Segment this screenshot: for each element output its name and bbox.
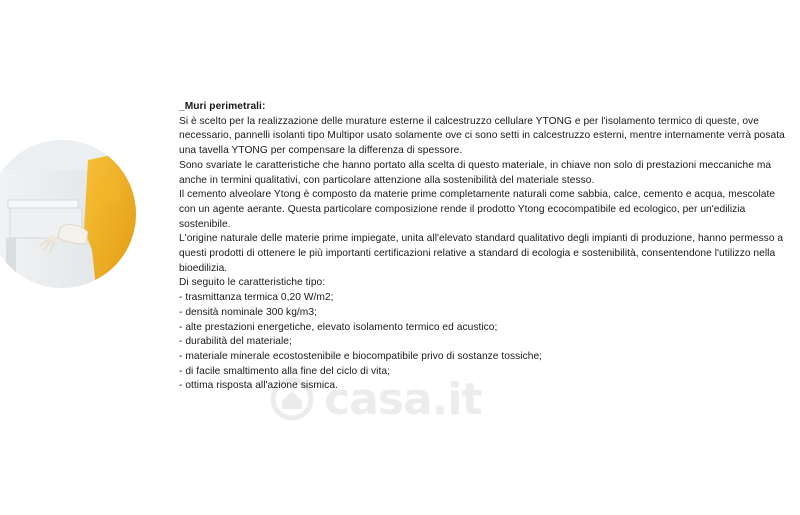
list-item: - trasmittanza termica 0,20 W/m2;	[179, 292, 334, 304]
document-body	[179, 100, 791, 394]
paragraph-certifications: L'origine naturale delle materie prime impiegate, unita all'elevato standard qualitativo degli impianti di produzione, hanno permesso a questi prodotti di ottenere le più importanti certificazioni relative a standard di ecologia e sostenibilità, consentendone l'utilizzo nella bioedilizia.	[179, 233, 784, 274]
paragraph-characteristics: Sono svariate le caratteristiche che hanno portato alla scelta di questo materiale, in chiave non solo di prestazioni meccaniche ma anche in termini qualitativi, con particolare attenzione alla sostenibilità del materiale stesso.	[179, 159, 772, 186]
list-item: - di facile smaltimento alla fine del ciclo di vita;	[179, 365, 390, 377]
paragraph-composition: Il cemento alveolare Ytong è composto da materie prime completamente naturali come sabbia, calce, cemento e acqua, mescolate con un agente aerante. Questa particolare composizione rende il prodotto Ytong ecocompatibile ed ecologico, per un'edilizia sostenibile.	[179, 189, 776, 230]
section-title: _Muri perimetrali:	[179, 101, 266, 112]
watermark-text: casa.it	[324, 373, 482, 425]
list-intro: Di seguito le caratteristiche tipo:	[179, 277, 326, 289]
list-item: - ottima risposta all'azione sismica.	[179, 380, 338, 392]
list-item: - durabilità del materiale;	[179, 336, 292, 348]
list-item: - densità nominale 300 kg/m3;	[179, 306, 317, 318]
paragraph-materials: Si è scelto per la realizzazione delle murature esterne il calcestruzzo cellulare YTONG e per l'isolamento termico di queste, ove necessario, pannelli isolanti tipo Multipor usato solamente ove ci sono setti in calcestruzzo esterni, mentre internamente verrà posata una tavella YTONG per compensare la differenza di spessore.	[179, 115, 785, 157]
worker-photo	[0, 140, 136, 288]
list-item: - materiale minerale ecostostenibile e biocompatibile privo di sostanze tossiche;	[179, 350, 543, 362]
list-item: - alte prestazioni energetiche, elevato isolamento termico ed acustico;	[179, 321, 498, 333]
worker-with-ytong-block-icon	[0, 140, 136, 288]
feature-list	[179, 291, 791, 394]
